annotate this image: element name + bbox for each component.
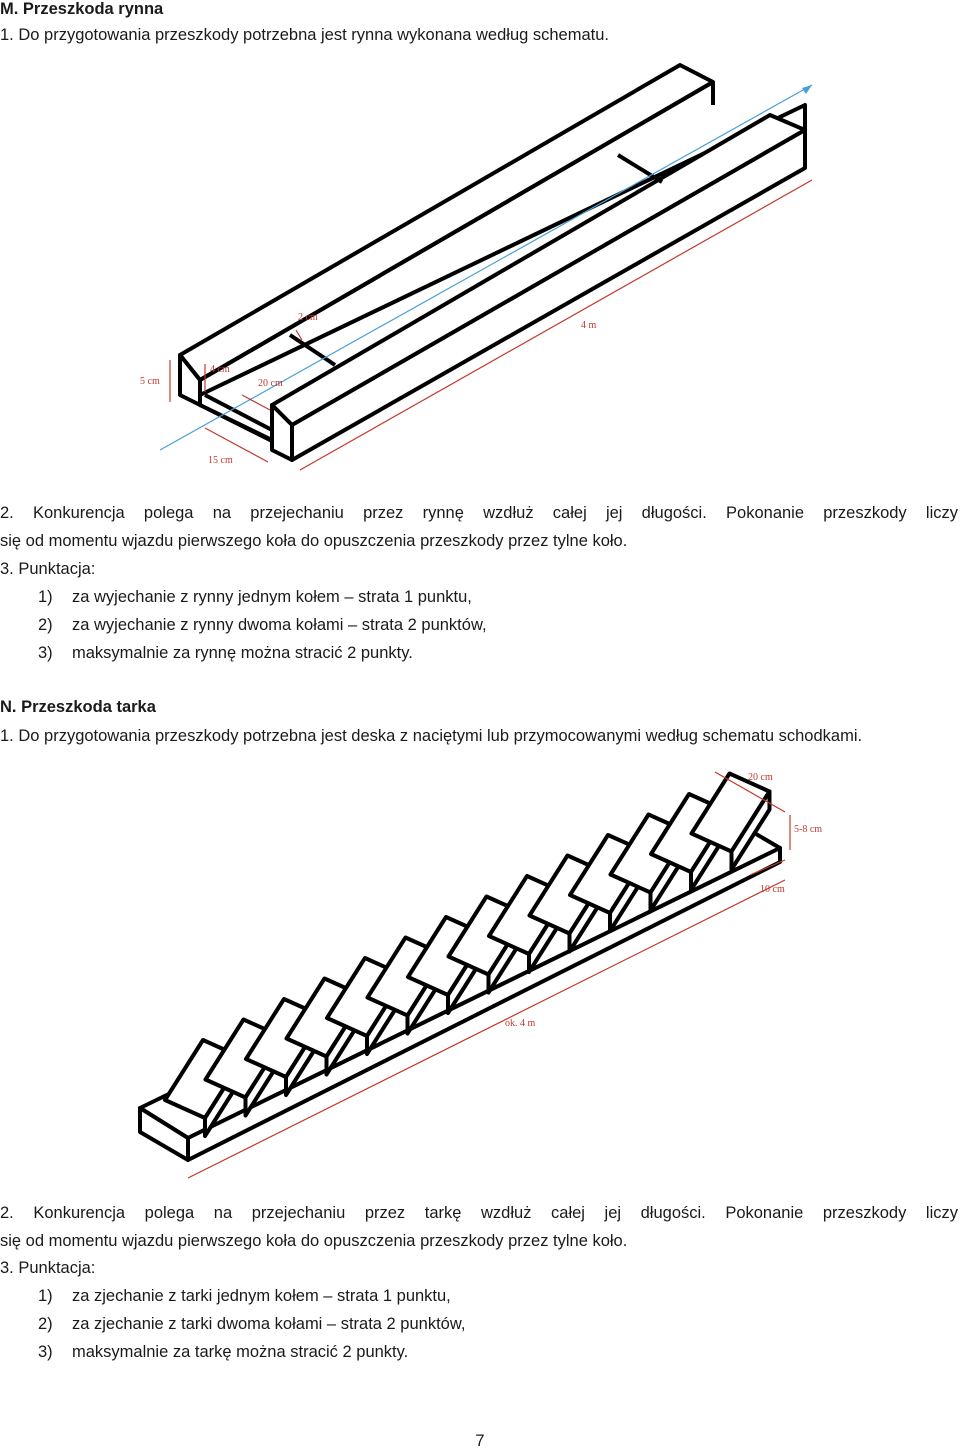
list-item: 3) maksymalnie za rynnę można stracić 2 punkty. <box>38 644 413 662</box>
list-item: 3) maksymalnie za tarkę można stracić 2 punkty. <box>38 1343 409 1361</box>
label-2cm: 2 cm <box>298 312 318 323</box>
washboard-diagram <box>0 760 960 1180</box>
section-n-intro: 1. Do przygotowania przeszkody potrzebna jest deska z naciętymi lub przymocowanymi według schematu schodkami. <box>0 727 863 745</box>
gutter-diagram <box>0 0 960 470</box>
section-m-intro: 1. Do przygotowania przeszkody potrzebna jest rynna wykonana według schematu. <box>0 26 610 44</box>
label-4cm: 4 cm <box>210 364 230 375</box>
section-n-heading: N. Przeszkoda tarka <box>0 698 156 716</box>
label-15cm: 15 cm <box>208 455 233 466</box>
label-5cm: 5 cm <box>140 376 160 387</box>
section-n-rule-1: 2. Konkurencja polega na przejechaniu przez tarkę wzdłuż całej jej długości. Pokonanie przeszkody liczy <box>0 1204 958 1222</box>
label-4m: ok. 4 m <box>505 1018 536 1029</box>
label-5-8cm: 5-8 cm <box>794 824 823 835</box>
label-20cm: 20 cm <box>748 772 773 783</box>
label-10cm: 10 cm <box>760 884 785 895</box>
list-item: 1) za zjechanie z tarki jednym kołem – strata 1 punktu, <box>38 1287 451 1305</box>
section-m-scoring-title: 3. Punktacja: <box>0 560 96 578</box>
section-m-heading: M. Przeszkoda rynna <box>0 0 164 18</box>
list-item: 1) za wyjechanie z rynny jednym kołem – strata 1 punktu, <box>38 588 472 606</box>
section-n-rule-2: się od momentu wjazdu pierwszego koła do opuszczenia przeszkody przez tylne koło. <box>0 1232 628 1250</box>
list-item: 2) za zjechanie z tarki dwoma kołami – strata 2 punktów, <box>38 1315 466 1333</box>
section-m-rule-1: 2. Konkurencja polega na przejechaniu przez rynnę wzdłuż całej jej długości. Pokonanie przeszkody liczy <box>0 504 958 522</box>
list-item: 2) za wyjechanie z rynny dwoma kołami – strata 2 punktów, <box>38 616 487 634</box>
section-m-rule-2: się od momentu wjazdu pierwszego koła do opuszczenia przeszkody przez tylne koło. <box>0 532 628 550</box>
label-20cm: 20 cm <box>258 378 283 389</box>
label-4m: 4 m <box>581 320 597 331</box>
page-number: 7 <box>475 1432 485 1450</box>
section-n-scoring-title: 3. Punktacja: <box>0 1259 96 1277</box>
